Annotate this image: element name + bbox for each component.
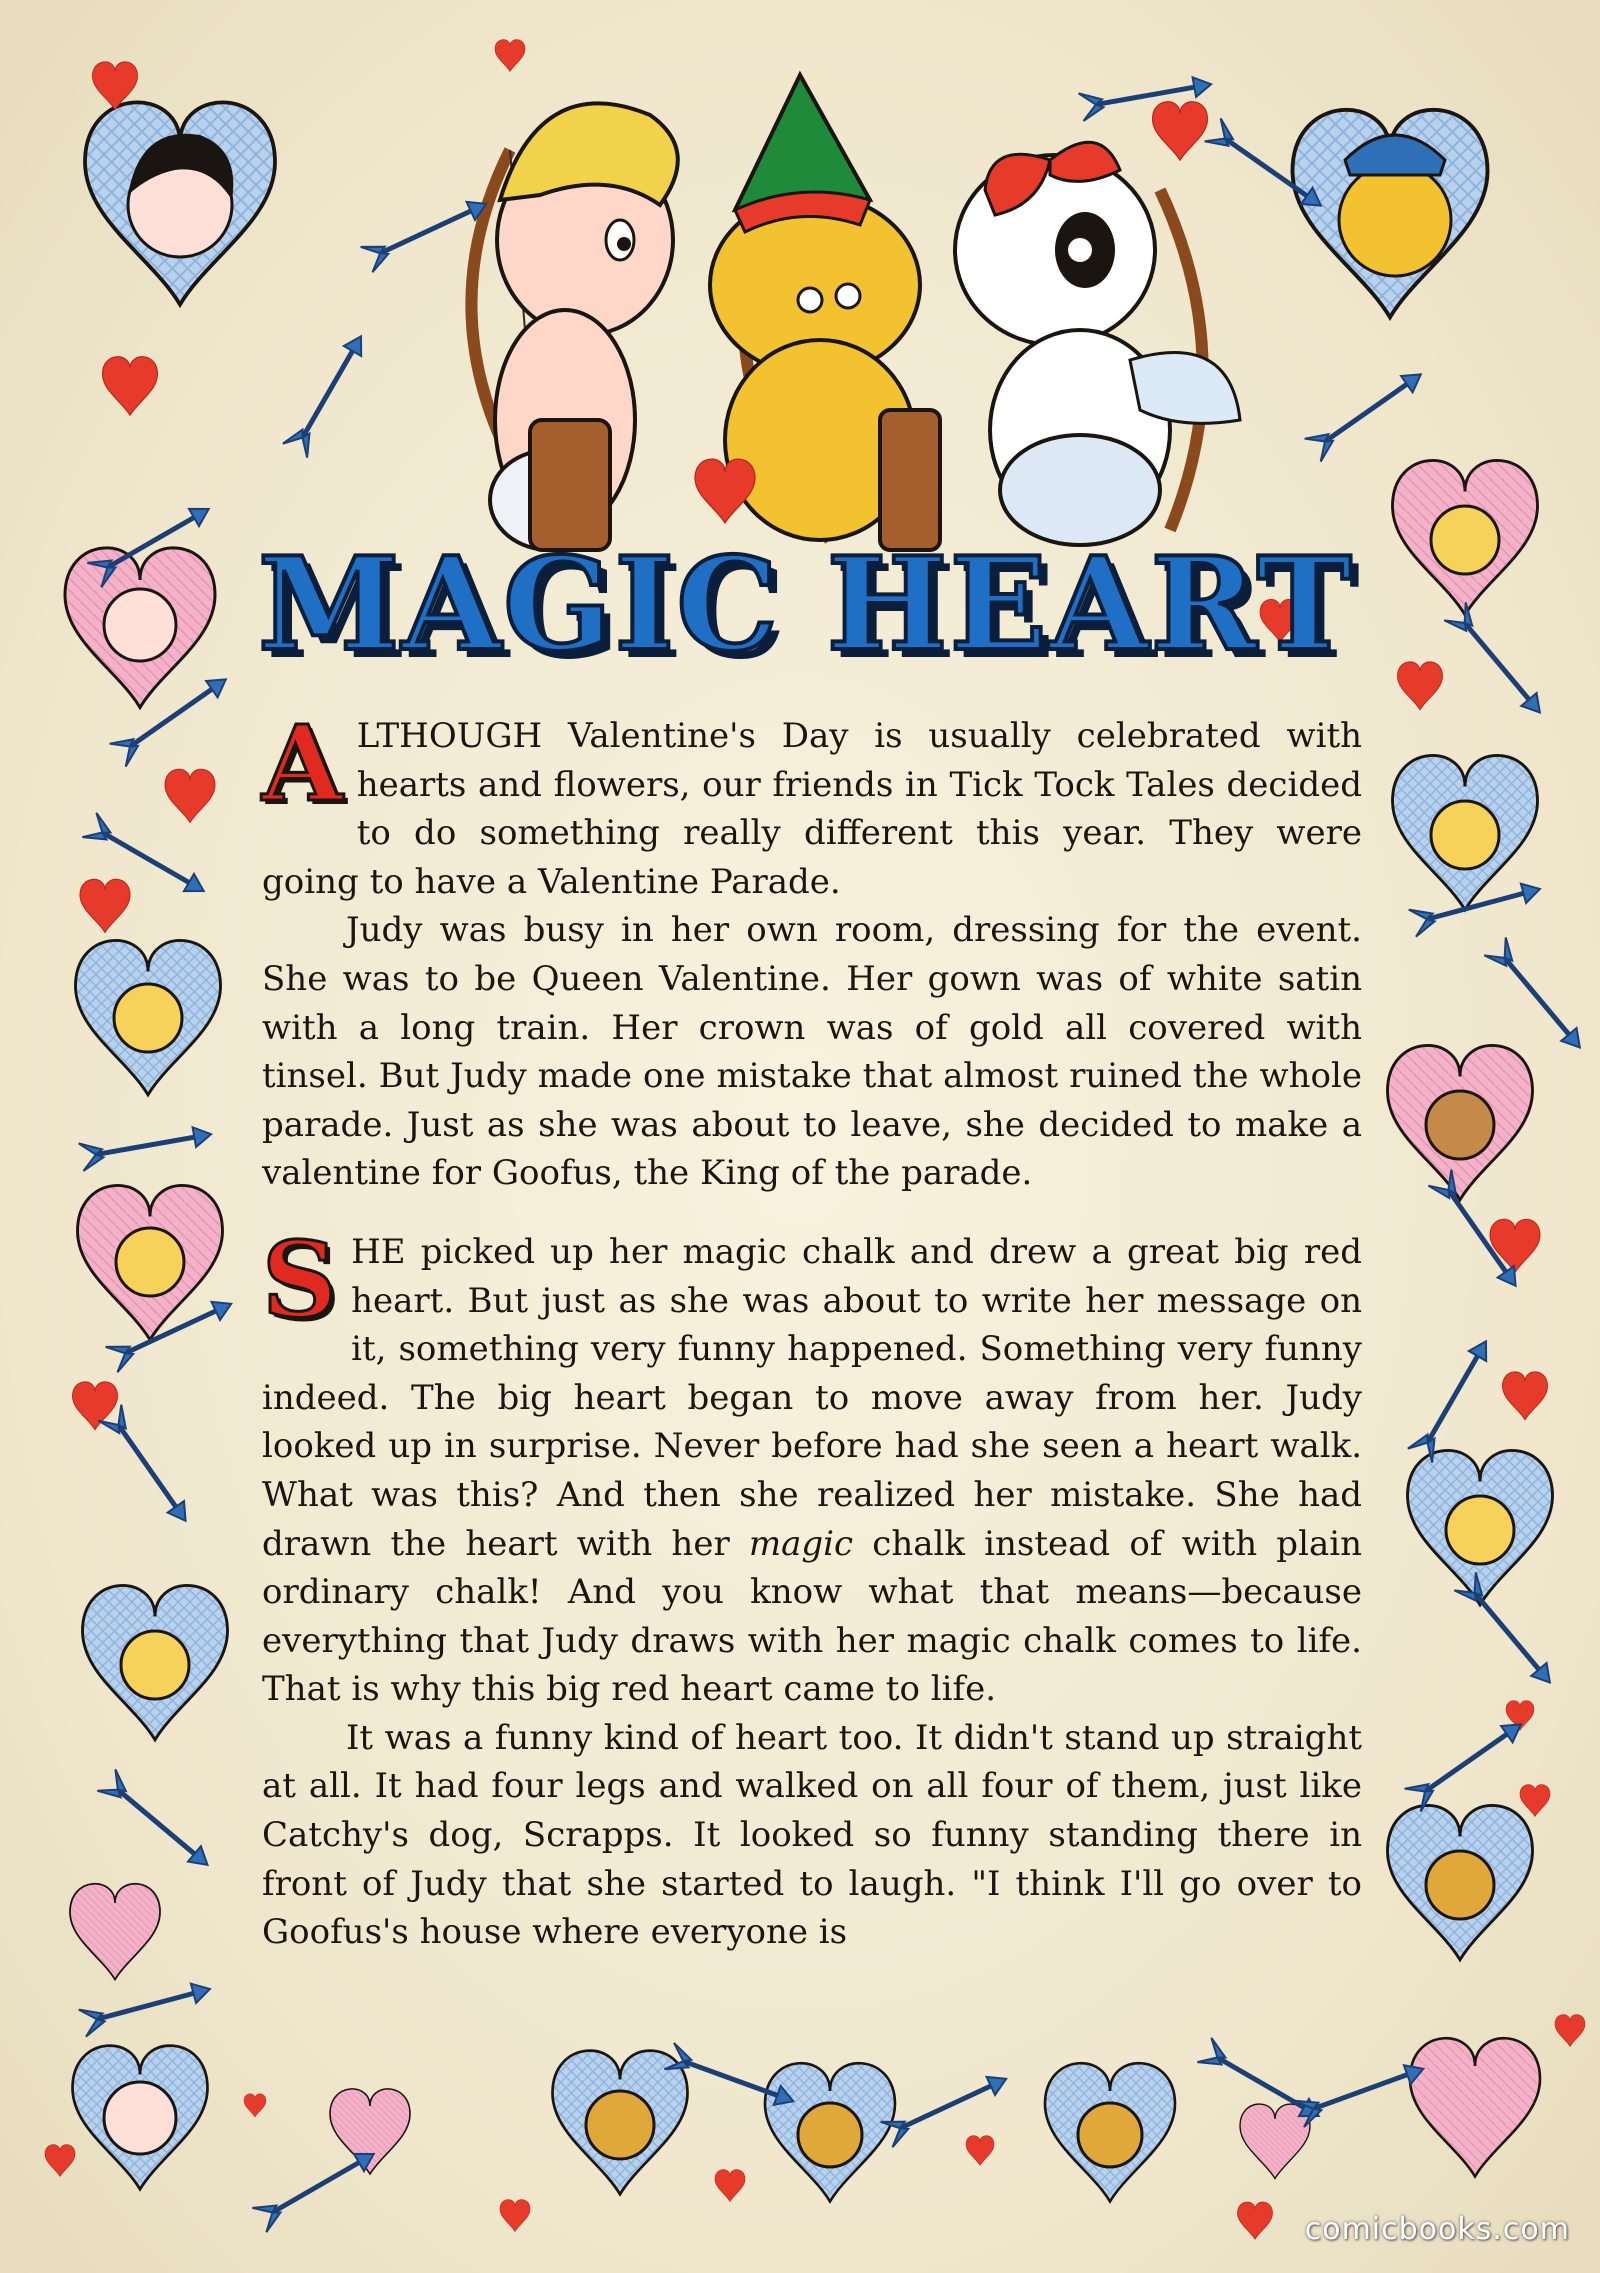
paragraph-4-text: It was a funny kind of heart too. It didn't stand up straight at all. It had four legs and walked on all four of them, just like Catchy's dog, Scrapps. It looked so funny standing there in front of Judy that she started to laugh. "I think I'll go over to Goofus's house where everyone is (262, 1717, 1362, 1953)
paragraph-3-text-a: HE picked up her magic chalk and drew a great big red heart. But just as she was about to write her message on it, something very funny happened. Something very funny indeed. The big heart began to move away from her. Judy looked up in surprise. Never before had she seen a heart walk. What was this? And then she realized her mistake. She had drawn the heart with her (262, 1231, 1362, 1564)
cupid-characters-illustration (471, 75, 1240, 550)
paragraph-1-text: LTHOUGH Valentine's Day is usually celebrated with hearts and flowers, our friends in Tick Tock Tales decided to do something really different this year. They were going to have a Valentine Parade. (262, 716, 1362, 902)
paragraph-3-text-b: chalk instead of with plain ordinary chalk! And you know what that means—because everything that Judy draws with her magic chalk comes to life. That is why this big red heart came to life. (262, 1523, 1362, 1710)
paragraph-2-text: Judy was busy in her own room, dressing for the event. She was to be Queen Valentine. Her gown was of white satin with a long train. Her crown was of gold all covered with tinsel. But Judy made one mistake that almost ruined the whole parade. Just as she was about to leave, she decided to make a valentine for Goofus, the King of the parade. (262, 910, 1362, 1194)
watermark: comicbooks.com (1304, 2212, 1570, 2247)
drop-cap-a: A (262, 702, 343, 825)
paragraph-3-emphasis: magic (748, 1523, 854, 1564)
story-paragraph-1 (262, 702, 1362, 906)
story-paragraph-2 (262, 906, 1362, 1198)
story-paragraph-4 (262, 1714, 1362, 1957)
page-title: MAGIC HEART (258, 530, 1354, 680)
story-text (262, 702, 1362, 1957)
story-paragraph-3 (262, 1217, 1362, 1714)
drop-cap-s: S (262, 1217, 338, 1341)
